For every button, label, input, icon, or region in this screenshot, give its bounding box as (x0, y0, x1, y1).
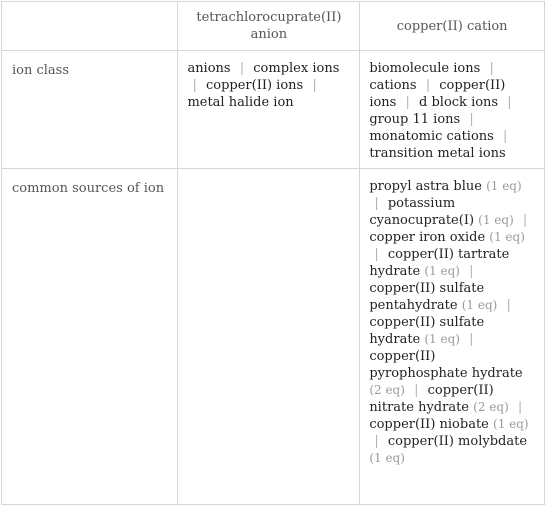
list-item: d block ions (419, 95, 499, 110)
equivalents-label: (2 eq) (369, 383, 405, 397)
sources-anion-cell (178, 169, 360, 505)
equivalents-label: (1 eq) (369, 451, 405, 465)
source-name: copper(II) sulfate pentahydrate (369, 281, 485, 313)
list-item: monatomic cations (369, 129, 494, 144)
list-separator: | (522, 213, 528, 228)
source-name: copper(II) molybdate (387, 434, 528, 449)
ion-class-anion-cell (178, 51, 360, 169)
list-separator: | (506, 298, 511, 313)
header-corner-cell (2, 2, 178, 51)
header-tetrachlorocuprate (178, 2, 360, 51)
header-col2-label: copper(II) cation (396, 18, 508, 34)
ion-class-cation-cell (360, 51, 545, 169)
list-item (369, 247, 509, 279)
list-item (369, 281, 497, 313)
source-name: copper(II) niobate (369, 417, 489, 432)
header-col1-label: tetrachlorocuprate(II) anion (196, 10, 342, 42)
comparison-table (1, 1, 545, 505)
source-name: copper(II) pyrophosphate hydrate (369, 349, 523, 381)
list-separator: | (425, 78, 431, 93)
source-name: copper(II) tartrate hydrate (369, 247, 510, 279)
equivalents-label: (1 eq) (424, 332, 460, 346)
list-item (369, 196, 513, 228)
list-separator: | (192, 78, 197, 93)
list-item: complex ions (253, 61, 340, 76)
list-separator: | (374, 247, 379, 262)
list-item (369, 434, 527, 466)
list-item: cations (369, 78, 417, 93)
list-separator: | (374, 196, 379, 211)
row-label-ion-class: ion class (2, 51, 178, 169)
source-name: copper(II) sulfate hydrate (369, 315, 485, 347)
equivalents-label: (1 eq) (489, 230, 525, 244)
list-separator: | (312, 78, 317, 93)
list-separator: | (469, 264, 474, 279)
list-item: copper(II) ions (369, 78, 506, 110)
table-row-common-sources (2, 169, 545, 505)
list-item (369, 417, 528, 432)
header-row (2, 2, 545, 51)
equivalents-label: (1 eq) (493, 417, 529, 431)
source-name: copper(II) nitrate hydrate (369, 383, 494, 415)
list-separator: | (414, 383, 419, 398)
list-item: transition metal ions (369, 146, 506, 161)
equivalents-label: (2 eq) (473, 400, 509, 414)
source-name: potassium cyanocuprate(I) (369, 196, 475, 228)
list-item: anions (187, 61, 231, 76)
list-separator: | (405, 95, 410, 110)
header-copper-cation (360, 2, 545, 51)
list-separator: | (469, 332, 474, 347)
list-item: biomolecule ions (369, 61, 481, 76)
list-item (369, 230, 525, 245)
source-name: propyl astra blue (369, 179, 482, 194)
list-item (369, 179, 521, 194)
list-separator: | (489, 61, 494, 76)
equivalents-label: (1 eq) (424, 264, 460, 278)
table-row-ion-class (2, 51, 545, 169)
list-item: metal halide ion (187, 95, 294, 110)
equivalents-label: (1 eq) (478, 213, 514, 227)
equivalents-label: (1 eq) (486, 179, 522, 193)
list-separator: | (517, 400, 523, 415)
sources-cation-cell (360, 169, 545, 505)
list-separator: | (507, 95, 512, 110)
list-separator: | (374, 434, 379, 449)
list-separator: | (239, 61, 245, 76)
source-name: copper iron oxide (369, 230, 486, 245)
list-separator: | (502, 129, 508, 144)
equivalents-label: (1 eq) (461, 298, 498, 312)
list-item: copper(II) ions (205, 78, 304, 93)
row-label-common-sources: common sources of ion (2, 169, 178, 505)
list-separator: | (469, 112, 474, 127)
list-item: group 11 ions (369, 112, 461, 127)
